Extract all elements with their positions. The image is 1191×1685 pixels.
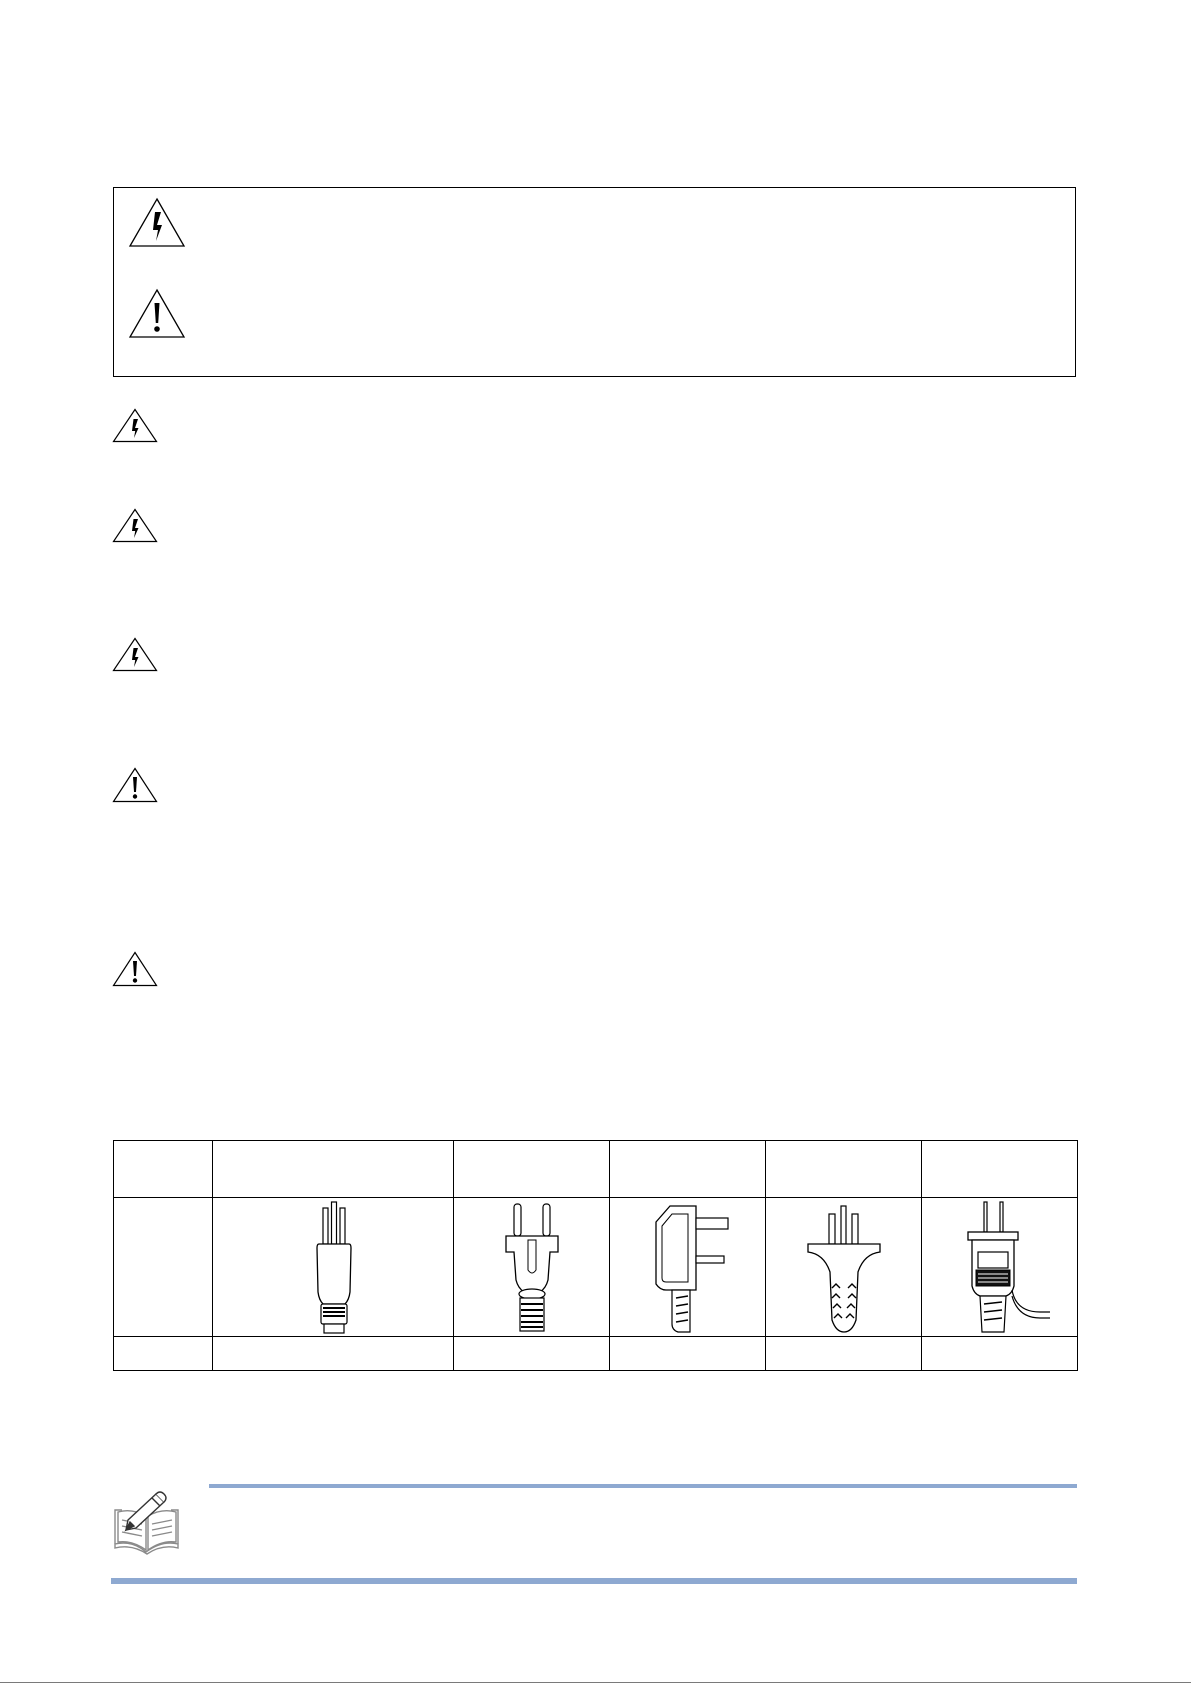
table-cell [454,1337,610,1371]
table-row [114,1198,1078,1337]
table-cell [922,1198,1078,1337]
exclamation-icon [128,288,186,339]
exclamation-icon [112,951,158,987]
lightning-flash-icon [112,508,158,543]
table-cell [610,1337,766,1371]
table-cell [922,1141,1078,1198]
table-cell [213,1141,454,1198]
jp-plug-icon [950,1200,1050,1334]
plug-type-table [113,1140,1078,1371]
table-cell [766,1337,922,1371]
book-pencil-note-icon [112,1488,182,1561]
au-cn-plug-icon [802,1200,886,1334]
table-header-row [114,1141,1078,1198]
table-cell [454,1198,610,1337]
table-cell [766,1198,922,1337]
table-cell [213,1198,454,1337]
table-cell [766,1141,922,1198]
uk-plug-icon [638,1200,738,1334]
note-top-rule [209,1484,1077,1488]
table-cell [454,1141,610,1198]
lightning-flash-icon [112,408,158,443]
table-cell [213,1337,454,1371]
table-cell [610,1198,766,1337]
note-bottom-rule [111,1578,1077,1584]
exclamation-icon [112,767,158,803]
table-cell [610,1141,766,1198]
lightning-flash-icon [128,197,186,248]
table-row [114,1337,1078,1371]
table-cell [922,1337,1078,1371]
table-cell [114,1337,213,1371]
table-cell [114,1198,213,1337]
page-bottom-edge [0,1682,1191,1683]
warning-box [113,187,1076,377]
eu-schuko-plug-icon [500,1200,564,1334]
table-cell [114,1141,213,1198]
us-plug-icon [303,1200,363,1334]
lightning-flash-icon [112,637,158,672]
